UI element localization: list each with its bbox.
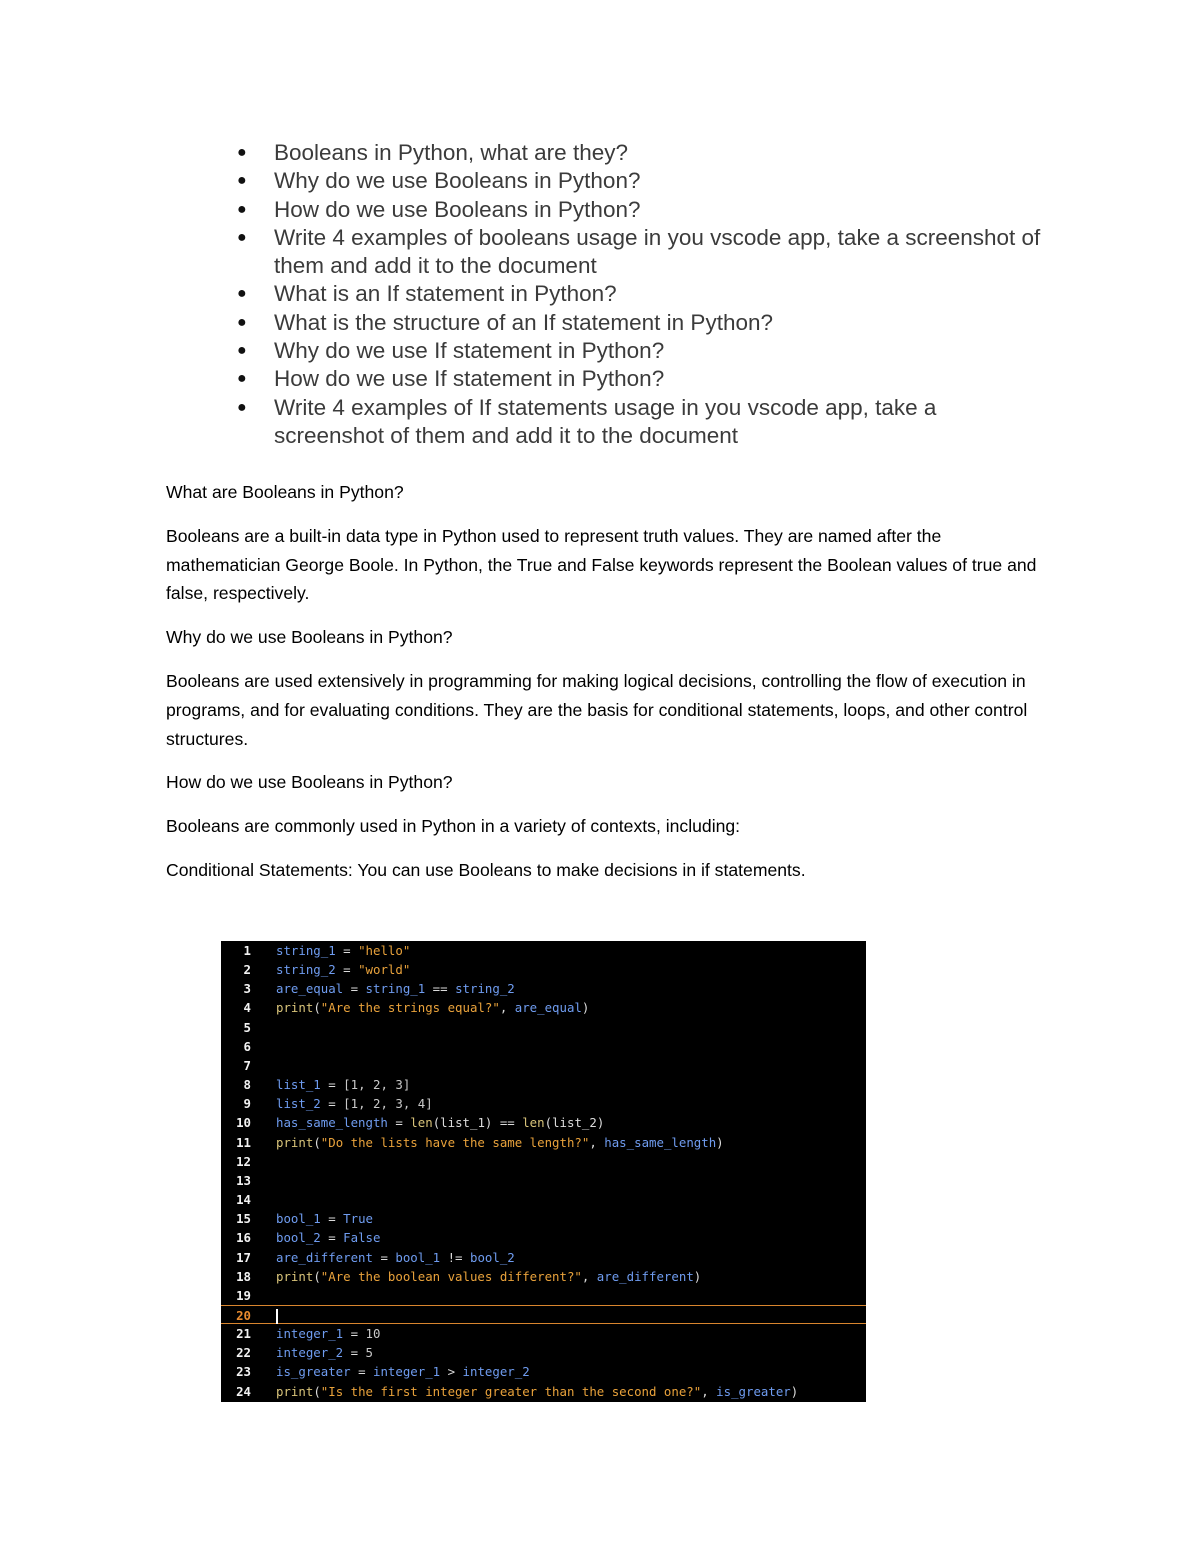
list-item: ● Booleans in Python, what are they? xyxy=(228,139,1048,167)
line-number: 11 xyxy=(236,1134,251,1150)
list-item: ● What is the structure of an If statement in Python? xyxy=(228,309,1048,337)
line-number: 18 xyxy=(236,1268,251,1284)
paragraph: Conditional Statements: You can use Booleans to make decisions in if statements. xyxy=(166,859,806,880)
bullet-icon: ● xyxy=(237,398,247,416)
code-screenshot xyxy=(221,941,866,1402)
bullet-icon: ● xyxy=(237,342,247,360)
code-line xyxy=(221,1056,866,1075)
code-line: 16 bool_2 = False xyxy=(221,1228,866,1247)
section-heading: How do we use Booleans in Python? xyxy=(166,772,453,793)
line-number: 19 xyxy=(236,1287,251,1303)
list-item: ● Why do we use Booleans in Python? xyxy=(228,167,1048,195)
line-number: 22 xyxy=(236,1345,251,1361)
line-number: 2 xyxy=(243,962,251,978)
line-number: 10 xyxy=(236,1115,251,1131)
code-line xyxy=(221,1171,866,1190)
bullet-icon: ● xyxy=(237,200,247,218)
paragraph: Booleans are a built-in data type in Python used to represent truth values. They are named after the mathematician George Boole. In Python, the True and False keywords represent the Boolean values of true and false, respectively. xyxy=(166,525,1037,604)
code-line: 17 are_different = bool_1 != bool_2 xyxy=(221,1248,866,1267)
list-item: ● Write 4 examples of booleans usage in you vscode app, take a screenshot of them and add it to the document xyxy=(237,224,1041,279)
code-line: 22 integer_2 = 5 xyxy=(221,1343,866,1362)
active-code-line xyxy=(221,1305,866,1324)
code-line: 23 is_greater = integer_1 > integer_2 xyxy=(221,1362,866,1381)
code-line xyxy=(221,1018,866,1037)
bullet-icon: ● xyxy=(237,144,247,161)
code-line: 1 string_1 = "hello" xyxy=(221,941,866,960)
line-number: 6 xyxy=(243,1038,251,1054)
line-number: 24 xyxy=(236,1383,251,1399)
code-line: 10 has_same_length = len(list_1) == len(list_2) xyxy=(221,1113,866,1132)
line-number: 4 xyxy=(243,1000,251,1016)
code-line xyxy=(221,1152,866,1171)
line-number: 15 xyxy=(236,1211,251,1227)
line-number: 16 xyxy=(236,1230,251,1246)
bullet-icon: ● xyxy=(237,370,247,388)
line-number: 5 xyxy=(243,1019,251,1035)
line-number: 9 xyxy=(243,1096,251,1112)
bullet-icon: ● xyxy=(237,285,247,303)
line-number: 23 xyxy=(236,1364,251,1380)
line-number: 8 xyxy=(243,1077,251,1093)
list-item: ● How do we use If statement in Python? xyxy=(228,365,1048,393)
section-heading: What are Booleans in Python? xyxy=(166,482,404,502)
bullet-icon: ● xyxy=(237,172,247,190)
list-item: ● Write 4 examples of If statements usage in you vscode app, take a screenshot of them and add it to the document xyxy=(237,394,937,448)
section-heading: Why do we use Booleans in Python? xyxy=(166,627,453,648)
line-number: 3 xyxy=(243,981,251,997)
code-line xyxy=(221,1286,866,1305)
line-number: 12 xyxy=(236,1153,251,1169)
text-cursor xyxy=(276,1309,278,1324)
code-line: 3 are_equal = string_1 == string_2 xyxy=(221,979,866,998)
line-number: 13 xyxy=(236,1172,251,1188)
paragraph: Booleans are used extensively in programming for making logical decisions, controlling the flow of execution in programs, and for evaluating conditions. They are the basis for conditional statements, loops, and other control structures. xyxy=(166,670,1028,749)
paragraph: Booleans are commonly used in Python in a variety of contexts, including: xyxy=(166,816,741,837)
code-line xyxy=(221,1037,866,1056)
code-line: 2 string_2 = "world" xyxy=(221,960,866,979)
code-line: 18 print("Are the boolean values different?", are_different) xyxy=(221,1267,866,1286)
line-number: 21 xyxy=(236,1326,251,1342)
code-line xyxy=(221,1190,866,1209)
code-line: 11 print("Do the lists have the same length?", has_same_length) xyxy=(221,1133,866,1152)
code-line: 24 print("Is the first integer greater than the second one?", is_greater) xyxy=(221,1382,866,1401)
line-number: 14 xyxy=(236,1192,251,1208)
bullet-icon: ● xyxy=(237,313,247,331)
line-number: 7 xyxy=(243,1057,251,1073)
list-item: ● How do we use Booleans in Python? xyxy=(228,196,1048,224)
code-line: 8 list_1 = [1, 2, 3] xyxy=(221,1075,866,1094)
line-number: 17 xyxy=(236,1249,251,1265)
line-number: 20 xyxy=(236,1307,251,1323)
bullet-icon: ● xyxy=(237,228,247,246)
code-line: 15 bool_1 = True xyxy=(221,1209,866,1228)
question-list xyxy=(228,139,1048,450)
answer-body xyxy=(166,478,1046,900)
code-line: 9 list_2 = [1, 2, 3, 4] xyxy=(221,1094,866,1113)
code-line: 21 integer_1 = 10 xyxy=(221,1324,866,1343)
code-line: 4 print("Are the strings equal?", are_equal) xyxy=(221,998,866,1017)
list-item: ● What is an If statement in Python? xyxy=(228,280,1048,308)
list-item: ● Why do we use If statement in Python? xyxy=(228,337,1048,365)
line-number: 1 xyxy=(243,943,251,958)
